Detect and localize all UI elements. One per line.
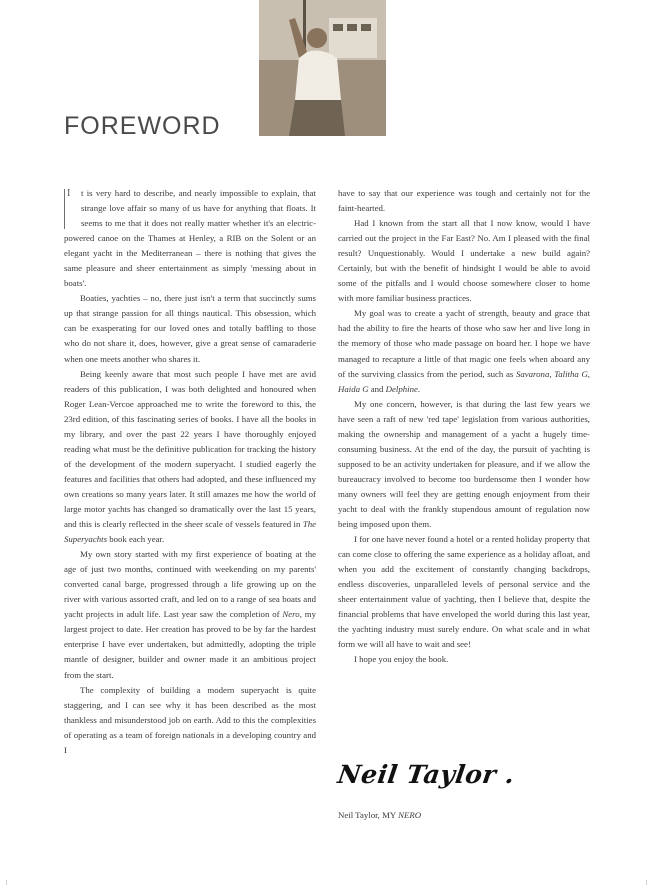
paragraph: I t is very hard to describe, and nearly impossible to explain, that strange love affair so many of us have for anything that floats. It seems to me that it does not really matter whether it's an electric-powered canoe on the Thames at Henley, a RIB on the Solent or an elegant yacht in the Mediterranean – there is nothing that gives the same pleasure and sheer entertainment as simply 'messing about in boats'. <box>64 188 316 289</box>
signature-caption: Neil Taylor, MY NERO <box>338 810 422 820</box>
author-photo <box>259 0 386 136</box>
paragraph: My own story started with my first experience of boating at the age of just two months, continued with weekending on my parents' converted canal barge, progressed through a life growing up on the river with various assorted craft, and led on to a range of sea boats and yacht projects in adult life. Last year saw the completion of Nero, my largest project to date. Her creation has proved to be by far the hardest enterprise I have ever undertaken, but admittedly, adopting the triple mantle of designer, builder and owner made it an ambitious project from the start. <box>64 549 316 680</box>
drop-cap: I <box>64 189 77 229</box>
page-title: FOREWORD <box>64 112 221 140</box>
paragraph: My goal was to create a yacht of strength, beauty and grace that had the ability to fire the hearts of those who saw her and live long in the memory of those who made passage on board her. I hope we have managed to recapture a little of that magic one feels when aboard any of the surviving classics from the period, such as Savarona, Talitha G, Haida G and Delphine. <box>338 308 590 394</box>
crop-mark <box>646 880 647 885</box>
paragraph: Being keenly aware that most such people I have met are avid readers of this publication, I was both delighted and honoured when Roger Lean-Vercoe approached me to write the foreword to this, the 23rd edition, of this fascinating series of books. I have all the books in my library, and over the past 22 years I have thoroughly enjoyed reading what must be the definitive publication for tracking the history of the development of the modern superyacht. I studied eagerly the features and facilities that others had adopted, and these influenced my own creations so many years later. It still amazes me how the world of large motor yachts has changed so dramatically over the last 15 years, and this is clearly reflected in the sheer scale of vessels featured in The Superyachts book each year. <box>64 368 317 545</box>
paragraph: My one concern, however, is that during the last few years we have seen a raft of new 'red tape' legislation from various authorities, making the ownership and management of a yacht a hugely time-consuming business. At the end of the day, the pursuit of yachting is supposed to be an activity undertaken for pleasure, and if we allow the bureaucracy involved to become too burdensome then I wonder how many owners will feel they are getting enough enjoyment from their yacht to deal with the frankly stupendous amount of regulation now being imposed upon them. <box>338 398 590 530</box>
paragraph: have to say that our experience was tough and certainly not for the faint-hearted. <box>338 188 590 214</box>
paragraph: The complexity of building a modern superyacht is quite staggering, and I can see why it has been described as the most thankless and misunderstood job on earth. Add to this the complexities of operating as a team of foreign nationals in a developing country and I <box>64 684 316 755</box>
crop-mark <box>6 880 7 885</box>
paragraph: Had I known from the start all that I now know, would I have carried out the project in the Far East? No. Am I pleased with the final result? Unquestionably. Would I undertake a new build again? Certainly, but with the benefit of hindsight I would be able to avoid some of the pitfalls and I would choose somewhere closer to home with more familiar business practices. <box>338 218 590 304</box>
signature: Neil Taylor . <box>335 760 517 789</box>
paragraph: I for one have never found a hotel or a rented holiday property that can come close to offering the same experience as a holiday afloat, and when you add the excitement of constantly changing backdrops, endless discoveries, unparalleled levels of personal service and the sheer entertainment value of yachting, then I believe that, despite the financial problems that have enveloped the world during this last year, the yachting industry must surely endure. On what scale and in what form we will all have to wait and see! <box>338 534 590 650</box>
left-column <box>64 186 316 758</box>
paragraph: Boaties, yachties – no, there just isn't a term that succinctly sums up that strange passion for all things nautical. This obsession, which can be exasperating for our loved ones and totally baffling to those who do not share it, does, however, give a great sense of camaraderie when one meets another who shares it. <box>64 293 316 364</box>
right-column <box>338 186 590 668</box>
paragraph: I hope you enjoy the book. <box>354 654 449 665</box>
